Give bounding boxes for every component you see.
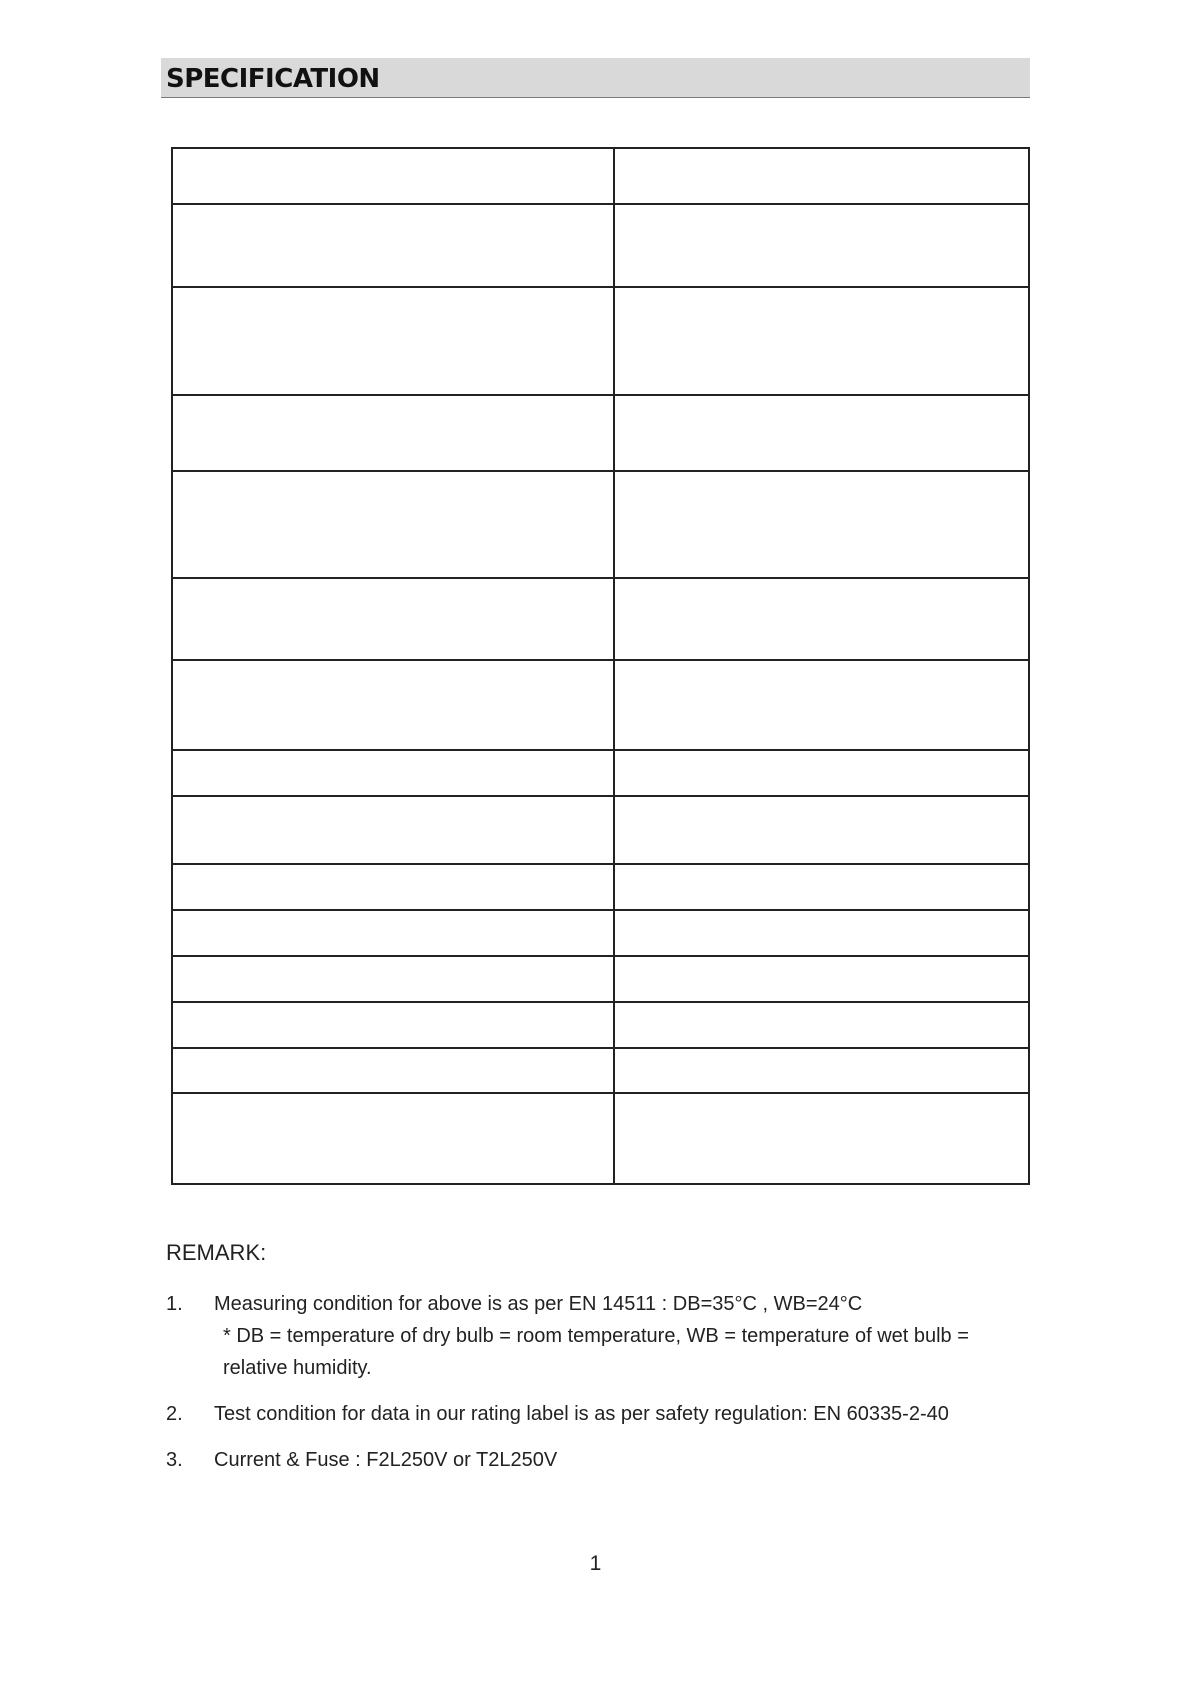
table-row: [172, 204, 1029, 287]
remark-item: [166, 1288, 1026, 1384]
table-row: [172, 1002, 1029, 1048]
table-row: [172, 1048, 1029, 1093]
remarks-title: REMARK:: [166, 1240, 267, 1265]
spec-value-cell: [614, 910, 1029, 956]
table-row: [172, 287, 1029, 395]
spec-label-cell: [172, 148, 614, 204]
spec-label-cell: [172, 796, 614, 864]
spec-value-cell: [614, 1093, 1029, 1184]
section-title: SPECIFICATION: [166, 64, 380, 94]
table-row: [172, 578, 1029, 660]
spec-value-cell: [614, 1002, 1029, 1048]
remark-note-line: relative humidity.: [223, 1357, 372, 1379]
spec-value-cell: [614, 148, 1029, 204]
table-row: [172, 864, 1029, 910]
spec-label-cell: [172, 471, 614, 578]
spec-label-cell: [172, 287, 614, 395]
spec-label-cell: [172, 1002, 614, 1048]
remark-text: Measuring condition for above is as per EN 14511 : DB=35°C , WB=24°C: [214, 1293, 863, 1315]
table-row: [172, 660, 1029, 750]
spec-value-cell: [614, 660, 1029, 750]
spec-label-cell: [172, 956, 614, 1002]
spec-value-cell: [614, 1048, 1029, 1093]
remark-note-line: * DB = temperature of dry bulb = room temperature, WB = temperature of wet bulb =: [223, 1325, 969, 1347]
table-row: [172, 910, 1029, 956]
spec-label-cell: [172, 204, 614, 287]
spec-label-cell: [172, 910, 614, 956]
spec-value-cell: [614, 750, 1029, 796]
table-row: [172, 148, 1029, 204]
spec-value-cell: [614, 578, 1029, 660]
spec-value-cell: [614, 864, 1029, 910]
spec-table: [171, 147, 1030, 1185]
spec-value-cell: [614, 796, 1029, 864]
remark-item: [166, 1398, 1026, 1430]
remark-number: 1.: [166, 1293, 183, 1315]
remark-number: 2.: [166, 1403, 183, 1425]
spec-value-cell: [614, 395, 1029, 471]
spec-label-cell: [172, 1093, 614, 1184]
spec-label-cell: [172, 578, 614, 660]
remark-number: 3.: [166, 1449, 183, 1471]
spec-value-cell: [614, 287, 1029, 395]
table-row: [172, 750, 1029, 796]
spec-value-cell: [614, 956, 1029, 1002]
spec-label-cell: [172, 660, 614, 750]
spec-label-cell: [172, 750, 614, 796]
table-row: [172, 395, 1029, 471]
page-number: 1: [589, 1552, 602, 1575]
table-row: [172, 956, 1029, 1002]
spec-label-cell: [172, 395, 614, 471]
spec-label-cell: [172, 1048, 614, 1093]
spec-value-cell: [614, 471, 1029, 578]
remark-text: Current & Fuse : F2L250V or T2L250V: [214, 1449, 558, 1471]
spec-value-cell: [614, 204, 1029, 287]
spec-label-cell: [172, 864, 614, 910]
remark-text: Test condition for data in our rating label is as per safety regulation: EN 60335-2-40: [214, 1403, 949, 1425]
table-row: [172, 1093, 1029, 1184]
remarks-section: [166, 1240, 1026, 1490]
table-row: [172, 471, 1029, 578]
section-header: [161, 58, 1030, 98]
table-row: [172, 796, 1029, 864]
remark-item: [166, 1444, 1026, 1476]
